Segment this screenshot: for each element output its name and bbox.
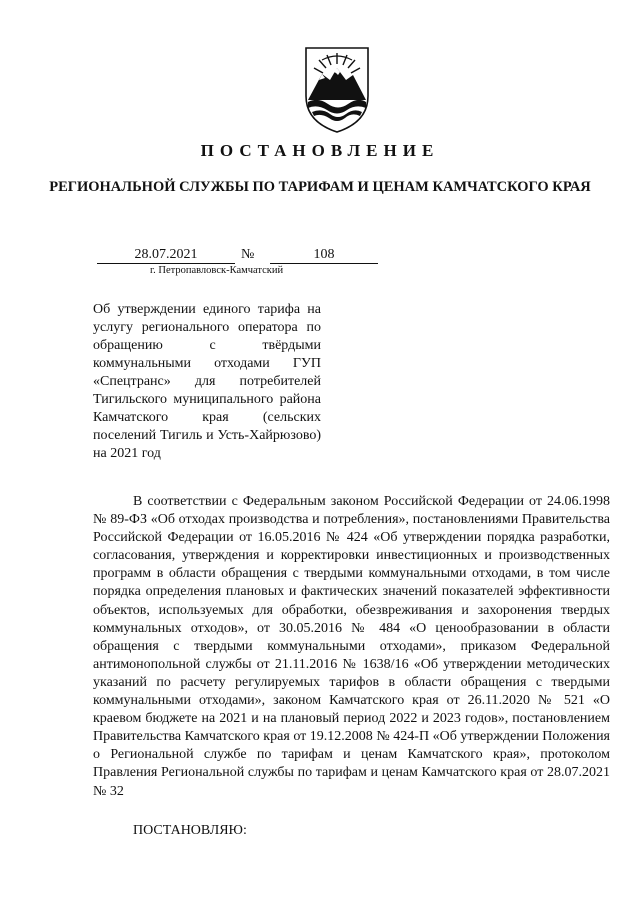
issue-place: г. Петропавловск-Камчатский: [150, 265, 284, 276]
document-title: ПОСТАНОВЛЕНИЕ: [200, 141, 440, 160]
number-sign: №: [241, 247, 255, 262]
document-number: 108: [270, 246, 378, 264]
issuer-name: РЕГИОНАЛЬНОЙ СЛУЖБЫ ПО ТАРИФАМ И ЦЕНАМ КАМЧАТСКОГО КРАЯ: [49, 179, 591, 195]
kamchatka-coat-of-arms-icon: [300, 44, 374, 134]
decree-heading: ПОСТАНОВЛЯЮ:: [133, 823, 247, 838]
document-date: 28.07.2021: [97, 246, 235, 264]
preamble-paragraph: В соответствии с Федеральным законом Российской Федерации от 24.06.1998 № 89-ФЗ «Об отходах производства и потребления», постановлениями Правительства Российской Федерации от 16.05.2016 № 424 «Об утверждении порядка разработки, согласования, утверждения и корректировки инвестиционных и производственных программ в области обращения с твердыми коммунальными отходами, в том числе порядка определения плановых и фактических значений показателей эффективности объектов, используемых для обработки, обезвреживания и захоронения твердых коммунальных отходов», от 30.05.2016 № 484 «О ценообразовании в области обращения с твердыми коммунальными отходами», приказом Федеральной антимонопольной службы от 21.11.2016 № 1638/16 «Об утверждении методических указаний по расчету регулируемых тарифов в области обращения с твердыми коммунальными отходами», законом Камчатского края от 26.11.2020 № 521 «О краевом бюджете на 2021 и на плановый период 2022 и 2023 годов», постановлением Правительства Камчатского края от 19.12.2008 № 424-П «Об утверждении Положения о Региональной службе по тарифам и ценам Камчатского края», протоколом Правления Региональной службы по тарифам и ценам Камчатского края от 28.07.2021 № 32: [93, 494, 610, 799]
document-subject: Об утверждении единого тарифа на услугу регионального оператора по обращению с твёрдыми коммунальными отходами ГУП «Спецтранс» для потребителей Тигильского муниципального района Камчатского края (сельских поселений Тигиль и Усть-Хайрюзово) на 2021 год: [93, 302, 321, 461]
